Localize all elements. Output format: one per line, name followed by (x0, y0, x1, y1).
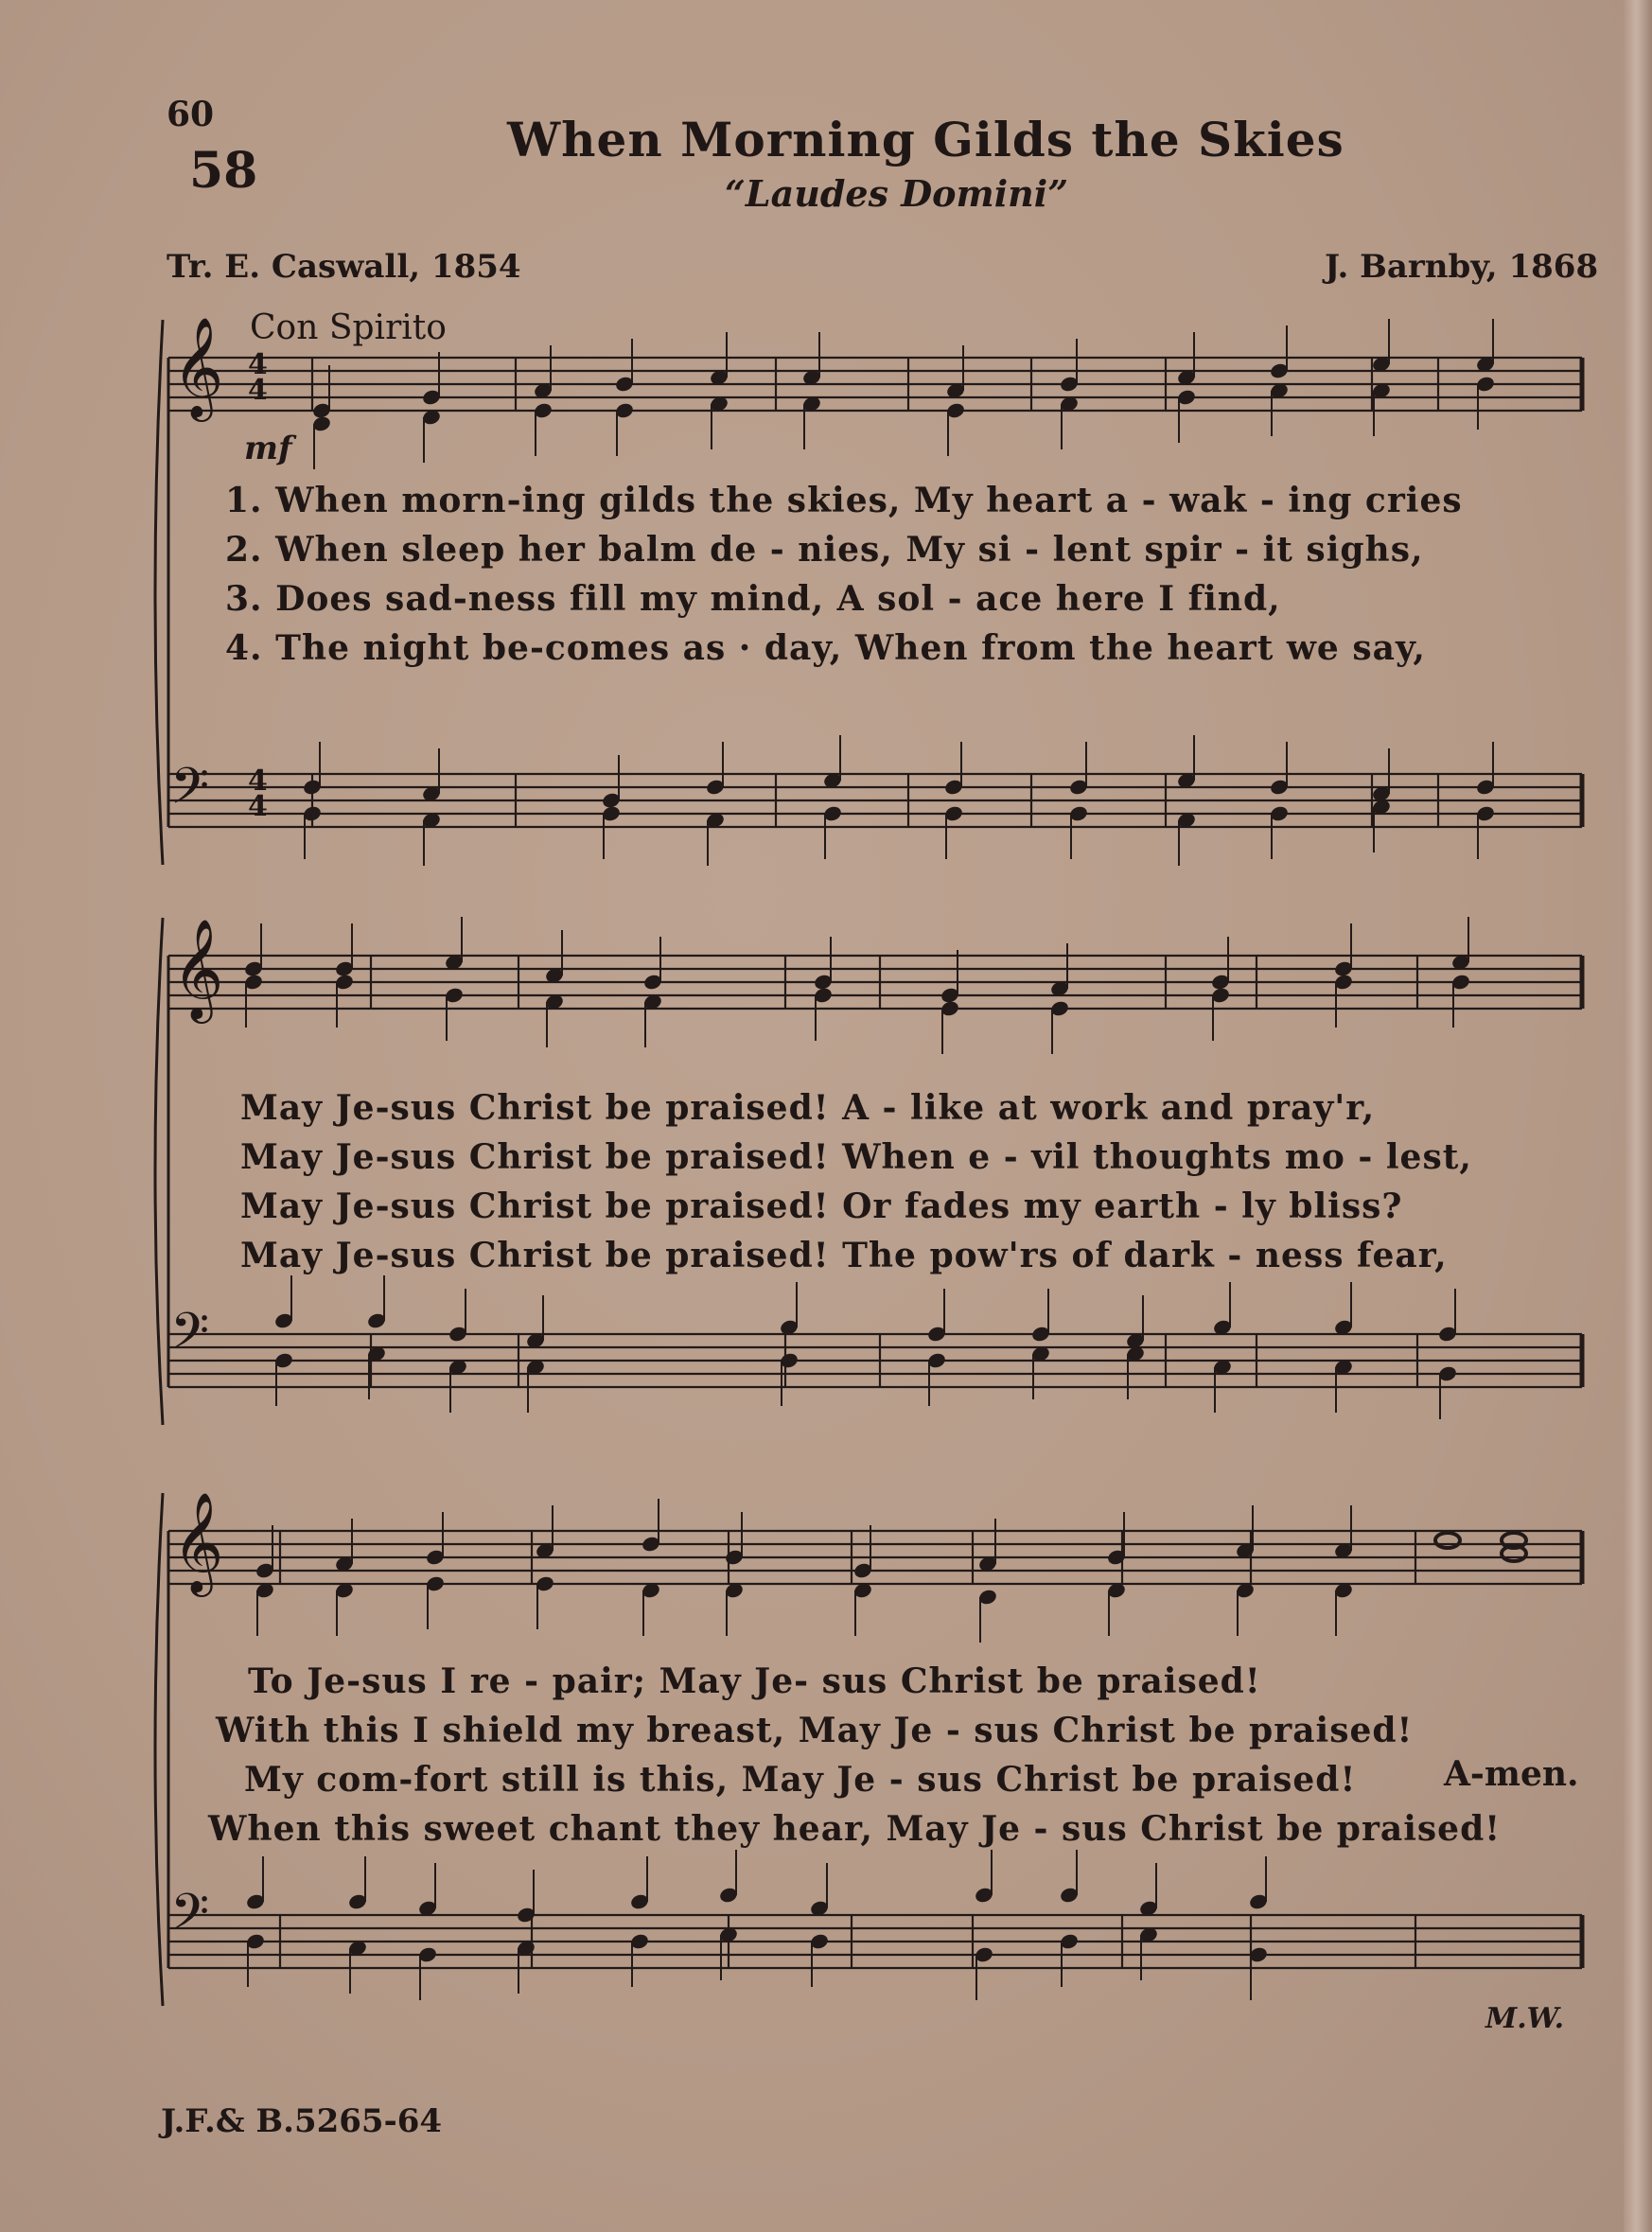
arranger-initials: M.W. (1485, 2002, 1565, 2035)
whole-note (1435, 1533, 1460, 1548)
verse-3-line-3: My com-fort still is this, May Je - sus Christ be praised! (244, 1760, 1357, 1800)
verse-3-line-2: May Je-sus Christ be praised! Or fades my earth - ly bliss? (240, 1186, 1403, 1226)
hymn-number: 58 (189, 142, 258, 200)
amen-text: A-men. (1444, 1754, 1579, 1794)
page-number: 60 (167, 95, 215, 134)
verse-2-line-3: With this I shield my breast, May Je - sus Christ be praised! (216, 1711, 1414, 1750)
verse-3-line-1: 3. Does sad-ness fill my mind, A sol - ace here I find, (225, 579, 1281, 619)
tune-name: “Laudes Domini” (725, 172, 1069, 215)
bass-clef-icon: 𝄢 (170, 1884, 210, 1954)
treble-clef-icon: 𝄞 (172, 316, 224, 417)
system-brace-2 (155, 918, 163, 1425)
dynamic-marking: mf (244, 430, 292, 467)
verse-1-line-3: To Je-sus I re - pair; May Je- sus Christ be praised! (248, 1661, 1261, 1701)
treble-clef-icon: 𝄞 (172, 1491, 224, 1592)
verse-4-line-2: May Je-sus Christ be praised! The pow'rs of dark - ness fear, (240, 1236, 1448, 1275)
composer-credit: J. Barnby, 1868 (1325, 248, 1599, 286)
verse-4-line-3: When this sweet chant they hear, May Je - sus Christ be praised! (208, 1809, 1502, 1849)
verse-4-line-1: 4. The night be-comes as · day, When from the heart we say, (225, 628, 1426, 668)
system-brace-3 (155, 1493, 163, 2006)
system-brace-1 (155, 320, 163, 865)
catalog-number: J.F.& B.5265-64 (161, 2102, 443, 2140)
verse-1-line-2: May Je-sus Christ be praised! A - like at work and pray'r, (240, 1088, 1376, 1128)
tempo-marking: Con Spirito (250, 308, 447, 347)
verse-2-line-1: 2. When sleep her balm de - nies, My si - lent spir - it sighs, (225, 530, 1424, 570)
bass-clef-icon: 𝄢 (170, 1303, 210, 1373)
time-signature-treble: 4 4 (248, 348, 268, 407)
time-signature-bass: 4 4 (248, 765, 268, 823)
treble-clef-icon: 𝄞 (172, 918, 224, 1019)
bass-clef-icon: 𝄢 (170, 758, 210, 828)
hymn-title: When Morning Gilds the Skies (507, 112, 1344, 167)
verse-2-line-2: May Je-sus Christ be praised! When e - vil thoughts mo - lest, (240, 1137, 1472, 1177)
verse-1-line-1: 1. When morn-ing gilds the skies, My heart a - wak - ing cries (225, 481, 1463, 520)
translator-credit: Tr. E. Caswall, 1854 (167, 248, 521, 286)
